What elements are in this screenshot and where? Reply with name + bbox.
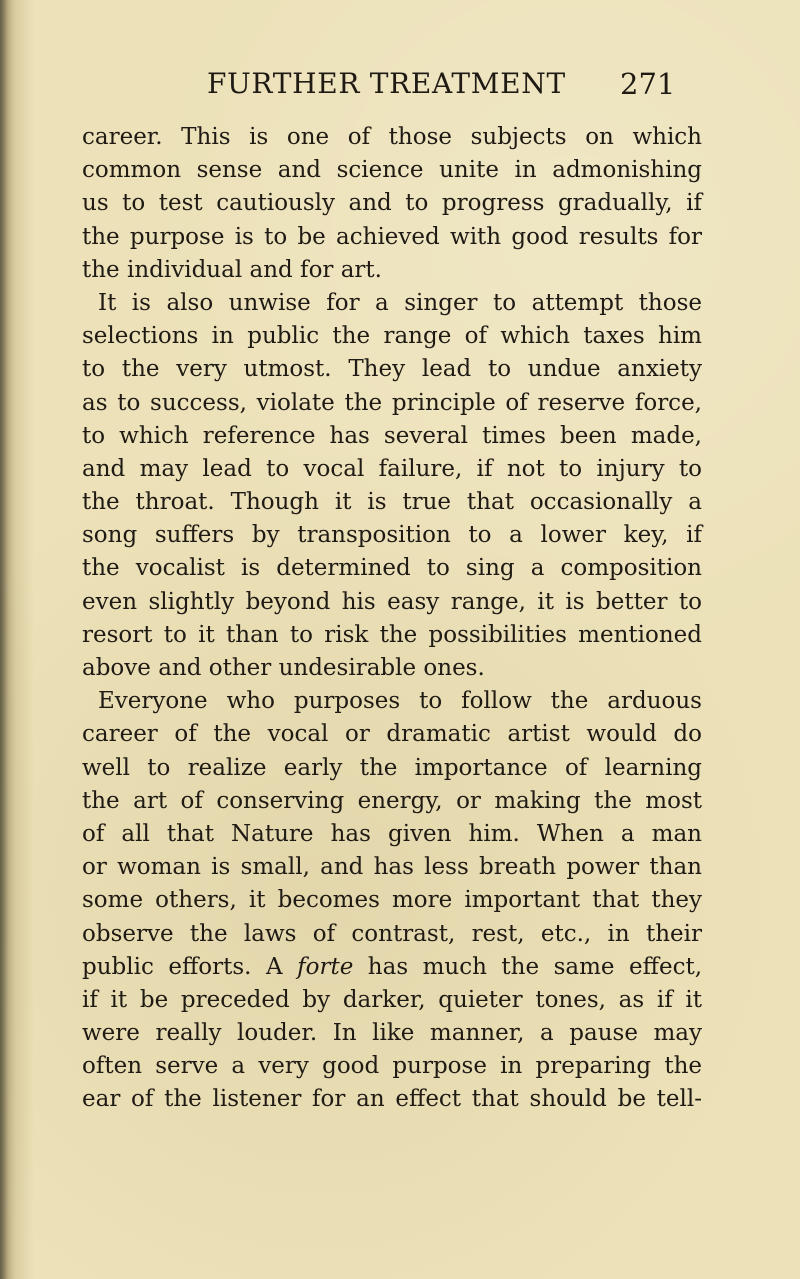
body-line: us to test cautiously and to progress gradually, if [82,190,702,217]
body-line: career of the vocal or dramatic artist would do [82,721,702,748]
body-line: of all that Nature has given him. When a man [82,820,702,847]
body-line: the individual and for art. [82,256,382,283]
body-line-with-italic [82,951,702,984]
body-line: selections in public the range of which taxes him [82,323,702,350]
body-line: career. This is one of those subjects on which [82,124,702,150]
body-line: were really louder. In like manner, a pause may [82,1020,702,1047]
text-before-italic: public efforts. A [82,953,298,980]
body-line: above and other undesirable ones. [82,655,485,681]
paragraph-start-line: Everyone who purposes to follow the arduous [98,688,702,715]
body-line: to which reference has several times been made, [82,422,702,449]
body-line: or woman is small, and has less breath power than [82,854,702,881]
text-after-italic: has much the same effect, [353,953,703,980]
body-line: the vocalist is determined to sing a composition [82,555,702,582]
body-line: resort to it than to risk the possibilities mentioned [82,621,702,648]
body-line: some others, it becomes more important that they [82,887,702,914]
body-line: the throat. Though it is true that occasionally a [82,489,702,516]
body-line: even slightly beyond his easy range, it is better to [82,588,702,615]
body-line: if it be preceded by darker, quieter tones, as if it [82,986,702,1013]
body-line: the purpose is to be achieved with good results for [82,223,702,250]
body-line: well to realize early the importance of learning [82,754,702,781]
paragraph-start-line: It is also unwise for a singer to attempt those [98,289,702,316]
body-line: song suffers by transposition to a lower key, if [82,522,702,549]
page-header [0,66,800,106]
body-line: ear of the listener for an effect that should be tell- [82,1086,702,1113]
body-line: often serve a very good purpose in preparing the [82,1053,702,1080]
body-line: common sense and science unite in admonishing [82,157,702,184]
page-number: 271 [620,67,676,101]
body-line: to the very utmost. They lead to undue anxiety [82,356,702,383]
body-line: the art of conserving energy, or making the most [82,787,702,814]
body-text [82,121,702,1117]
body-line: observe the laws of contrast, rest, etc., in their [82,920,702,947]
page-gutter-shadow [0,0,16,1279]
body-line: and may lead to vocal failure, if not to injury to [82,455,702,482]
body-line: as to success, violate the principle of reserve force, [82,389,702,416]
italic-term: forte [297,953,354,980]
running-head: FURTHER TREATMENT [207,67,566,100]
